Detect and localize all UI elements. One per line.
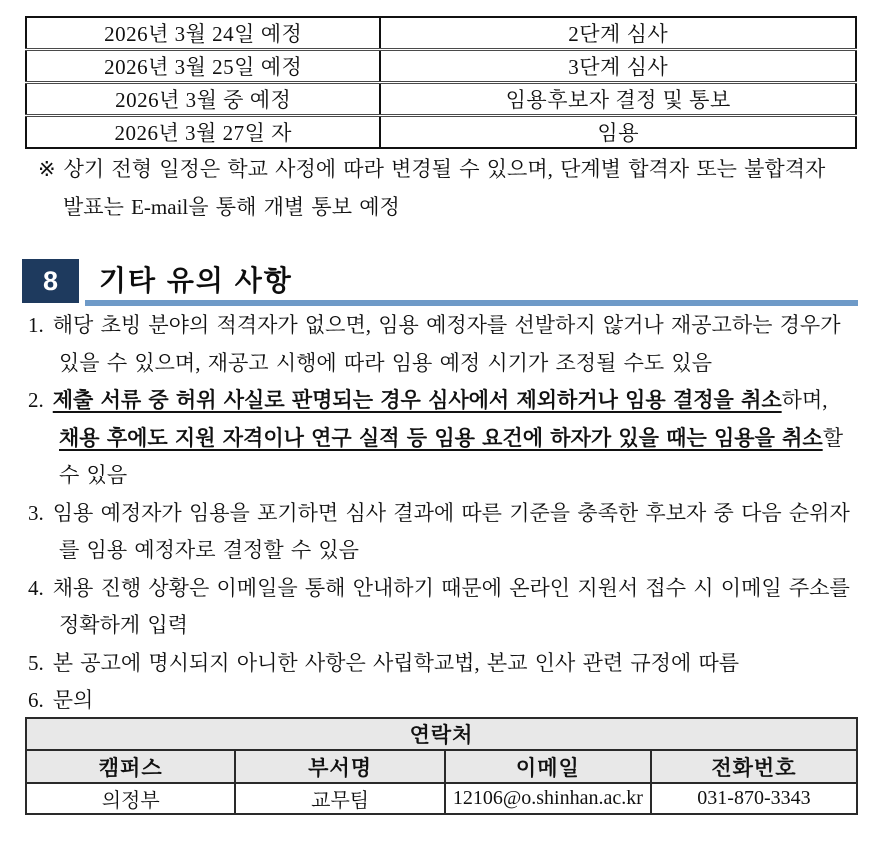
schedule-stage: 임용후보자 결정 및 통보	[505, 88, 731, 112]
schedule-table-container	[25, 16, 857, 149]
item-text: 하며,	[781, 388, 828, 412]
item-text: 임용 예정자가 임용을 포기하면 심사 결과에 따른 기준을 충족한 후보자 중 다음 순위자	[52, 500, 850, 525]
notice-item-5-line-1	[28, 645, 868, 683]
schedule-note-line2	[38, 188, 873, 226]
contact-table-container	[25, 717, 858, 815]
schedule-table	[25, 16, 857, 149]
contact-table-title-row	[26, 718, 857, 750]
schedule-date-cell	[26, 50, 380, 83]
contact-header-label: 부서명	[308, 756, 373, 780]
section-title: 기타 유의 사항	[99, 265, 293, 296]
notice-item-1-line-2	[28, 345, 868, 383]
item-number: 2.	[28, 388, 44, 412]
contact-table-title: 연락처	[409, 724, 474, 747]
schedule-stage: 2단계 심사	[568, 22, 669, 46]
item-text: 정확하게 입력	[59, 613, 188, 637]
schedule-note-line1	[38, 150, 873, 188]
schedule-date: 2026년 3월 27일 자	[114, 121, 292, 145]
schedule-row	[26, 116, 856, 149]
notice-item-1-line-1	[28, 307, 868, 345]
contact-campus-value: 의정부	[101, 790, 160, 812]
notice-item-2-line-2	[28, 420, 868, 458]
contact-table	[25, 717, 858, 815]
item-text: 할	[822, 425, 843, 450]
notice-item-2-line-3	[28, 457, 868, 495]
notice-item-2-line-1	[28, 382, 868, 420]
item-text: 본 공고에 명시되지 아니한 사항은 사립학교법, 본교 인사 관련 규정에 따름	[52, 650, 740, 675]
item-number: 4.	[28, 575, 44, 600]
schedule-row	[26, 50, 856, 83]
schedule-stage-cell	[380, 50, 856, 83]
schedule-stage-cell	[380, 83, 856, 116]
contact-email-cell	[445, 783, 651, 814]
item-text-emphasized: 제출 서류 중 허위 사실로 판명되는 경우 심사에서 제외하거나 임용 결정을 취소	[52, 388, 782, 412]
schedule-note	[38, 150, 873, 226]
contact-table-title-cell	[26, 718, 857, 750]
schedule-date-cell	[26, 83, 380, 116]
item-number: 5.	[28, 650, 44, 675]
item-text-emphasized: 채용 후에도 지원 자격이나 연구 실적 등 임용 요건에 하자가 있을 때는 임용을 취소	[59, 425, 823, 450]
asterisk-reference-mark: ※	[38, 157, 56, 181]
contact-email-value: 12106@o.shinhan.ac.kr	[452, 787, 643, 809]
contact-header-email	[445, 750, 651, 783]
section-number: 8	[42, 265, 59, 296]
schedule-stage: 임용	[597, 121, 639, 145]
contact-phone-cell	[651, 783, 857, 814]
schedule-stage-cell	[380, 17, 856, 50]
schedule-date: 2026년 3월 중 예정	[115, 88, 292, 112]
item-number: 1.	[28, 313, 44, 337]
schedule-date-cell	[26, 116, 380, 149]
contact-phone-value: 031-870-3343	[697, 787, 811, 809]
contact-header-label: 이메일	[515, 756, 580, 780]
contact-table-data-row	[26, 783, 857, 814]
schedule-note-text2: 발표는 E-mail을 통해 개별 통보 예정	[63, 195, 400, 219]
contact-department-value: 교무팀	[311, 790, 370, 812]
notice-item-3-line-1	[28, 495, 868, 533]
notice-list	[28, 307, 868, 720]
schedule-stage-cell	[380, 116, 856, 149]
notice-item-4-line-2	[28, 607, 868, 645]
notice-item-4-line-1	[28, 570, 868, 608]
contact-table-header-row	[26, 750, 857, 783]
item-text: 문의	[52, 688, 94, 712]
contact-header-campus	[26, 750, 235, 783]
item-text: 수 있음	[59, 463, 128, 487]
contact-header-label: 캠퍼스	[98, 756, 163, 780]
contact-header-department	[235, 750, 444, 783]
notice-item-6-line-1	[28, 682, 868, 720]
notice-item-3-line-2	[28, 532, 868, 570]
schedule-date: 2026년 3월 25일 예정	[104, 55, 303, 79]
schedule-date-cell	[26, 17, 380, 50]
item-text: 채용 진행 상황은 이메일을 통해 안내하기 때문에 온라인 지원서 접수 시 이메일 주소를	[52, 575, 850, 600]
schedule-note-text1: 상기 전형 일정은 학교 사정에 따라 변경될 수 있으며, 단계별 합격자 또는 불합격자	[63, 157, 826, 181]
contact-header-label: 전화번호	[711, 756, 797, 780]
schedule-row	[26, 83, 856, 116]
item-number: 3.	[28, 500, 44, 525]
contact-header-phone	[651, 750, 857, 783]
item-number: 6.	[28, 688, 44, 712]
contact-department-cell	[235, 783, 444, 814]
schedule-stage: 3단계 심사	[568, 55, 669, 79]
item-text: 를 임용 예정자로 결정할 수 있음	[59, 538, 359, 562]
item-text: 있을 수 있으며, 재공고 시행에 따라 임용 예정 시기가 조정될 수도 있음	[59, 350, 713, 375]
item-text: 해당 초빙 분야의 적격자가 없으면, 임용 예정자를 선발하지 않거나 재공고하는 경우가	[52, 313, 841, 337]
schedule-row	[26, 17, 856, 50]
schedule-date: 2026년 3월 24일 예정	[104, 22, 303, 46]
section-number-badge	[22, 259, 79, 303]
contact-campus-cell	[26, 783, 235, 814]
